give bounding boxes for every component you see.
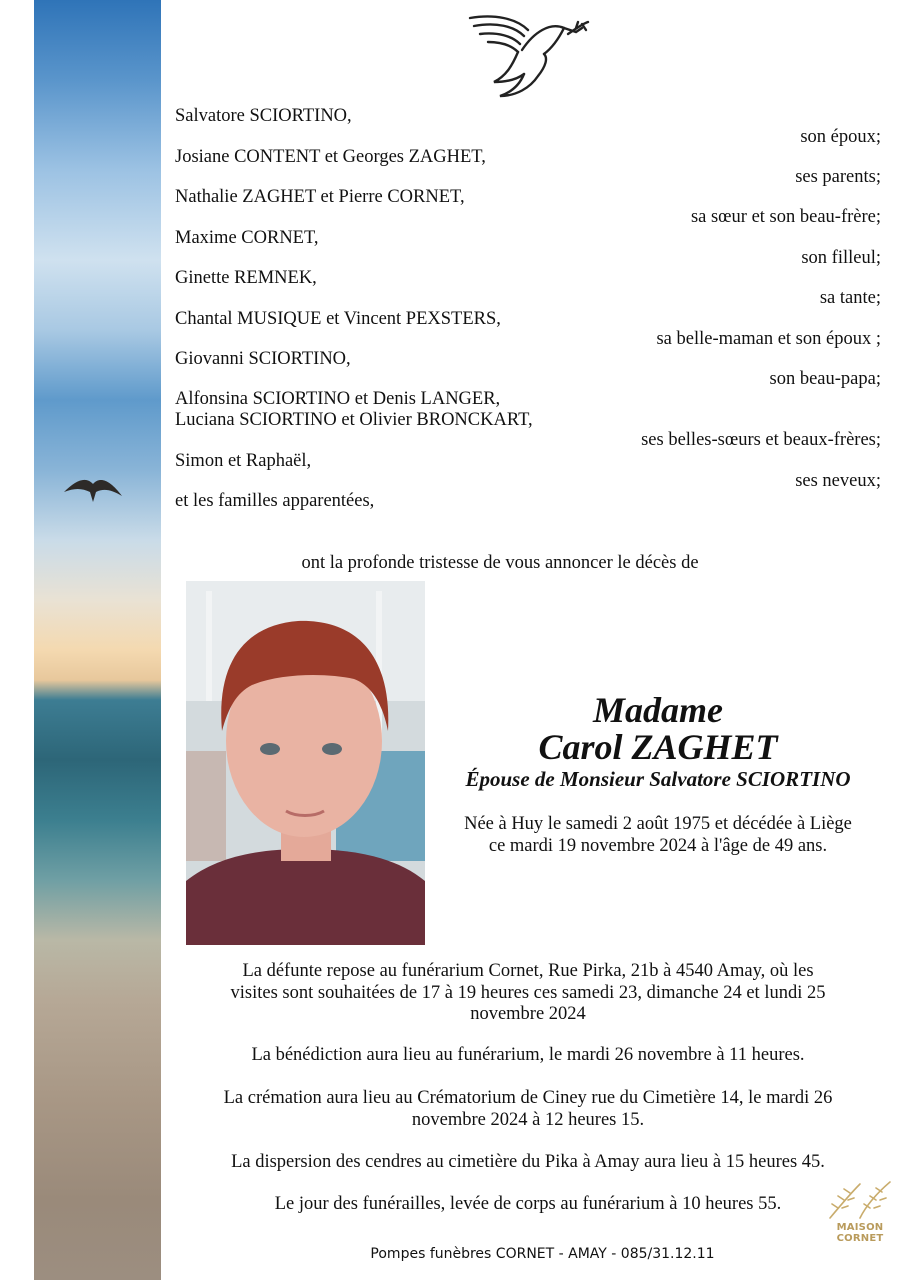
birth-death-line: Née à Huy le samedi 2 août 1975 et décédée à Liège bbox=[464, 814, 852, 834]
viewing-line: visites sont souhaitées de 17 à 19 heures ces samedi 23, dimanche 24 et lundi 25 bbox=[230, 982, 826, 1003]
spouse-line: Épouse de Monsieur Salvatore SCIORTINO bbox=[465, 767, 851, 791]
family-name: et les familles apparentées, bbox=[175, 491, 375, 511]
blessing-paragraph: La bénédiction aura lieu au funérarium, le mardi 26 novembre à 11 heures. bbox=[251, 1045, 805, 1065]
sea-sky-strip bbox=[34, 0, 161, 1280]
announcement-intro: ont la profonde tristesse de vous annoncer le décès de bbox=[301, 553, 699, 573]
family-relation: ses belles-sœurs et beaux-frères; bbox=[641, 430, 881, 450]
family-relation: son époux; bbox=[800, 127, 881, 147]
family-name: Maxime CORNET, bbox=[175, 228, 319, 248]
seagull-icon bbox=[62, 466, 124, 506]
family-relation: sa tante; bbox=[819, 288, 881, 308]
family-relation: ses neveux; bbox=[795, 471, 881, 491]
funeral-day-paragraph: Le jour des funérailles, levée de corps au funérarium à 10 heures 55. bbox=[274, 1194, 782, 1214]
family-name: Ginette REMNEK, bbox=[175, 268, 317, 288]
family-name: Salvatore SCIORTINO, bbox=[175, 106, 352, 126]
family-name: Giovanni SCIORTINO, bbox=[175, 349, 351, 369]
viewing-paragraph bbox=[170, 961, 886, 1026]
family-relation: son filleul; bbox=[801, 248, 881, 268]
wheat-icon bbox=[820, 1178, 900, 1222]
family-name: Alfonsina SCIORTINO et Denis LANGER, bbox=[175, 389, 501, 409]
maison-cornet-logo bbox=[820, 1178, 900, 1270]
family-relation: ses parents; bbox=[795, 167, 881, 187]
cremation-line: novembre 2024 à 12 heures 15. bbox=[411, 1109, 645, 1130]
deceased-title: Madame bbox=[593, 690, 723, 730]
family-name: Nathalie ZAGHET et Pierre CORNET, bbox=[175, 187, 465, 207]
family-relation: son beau-papa; bbox=[769, 369, 881, 389]
cremation-line: La crémation aura lieu au Crématorium de Ciney rue du Cimetière 14, le mardi 26 bbox=[223, 1088, 833, 1108]
funeral-home-contact: Pompes funèbres CORNET - AMAY - 085/31.12.11 bbox=[370, 1246, 715, 1262]
deceased-name: Carol ZAGHET bbox=[538, 727, 778, 767]
family-name: Chantal MUSIQUE et Vincent PEXSTERS, bbox=[175, 309, 501, 329]
dispersion-paragraph: La dispersion des cendres au cimetière du Pika à Amay aura lieu à 15 heures 45. bbox=[231, 1152, 825, 1172]
family-relation: sa sœur et son beau-frère; bbox=[690, 207, 881, 227]
portrait-photo bbox=[186, 581, 425, 945]
dove-icon bbox=[464, 10, 592, 100]
viewing-line: La défunte repose au funérarium Cornet, Rue Pirka, 21b à 4540 Amay, où les bbox=[242, 961, 814, 981]
birth-death-info bbox=[428, 813, 888, 857]
family-relation: sa belle-maman et son époux ; bbox=[656, 329, 881, 349]
family-name: Josiane CONTENT et Georges ZAGHET, bbox=[175, 147, 486, 167]
family-name: Simon et Raphaël, bbox=[175, 451, 312, 471]
cremation-paragraph bbox=[170, 1088, 886, 1131]
birth-death-line: ce mardi 19 novembre 2024 à l'âge de 49 ans. bbox=[488, 836, 828, 856]
logo-text: MAISON CORNET bbox=[836, 1222, 884, 1244]
family-name: Luciana SCIORTINO et Olivier BRONCKART, bbox=[175, 410, 533, 430]
viewing-line: novembre 2024 bbox=[470, 1004, 586, 1024]
